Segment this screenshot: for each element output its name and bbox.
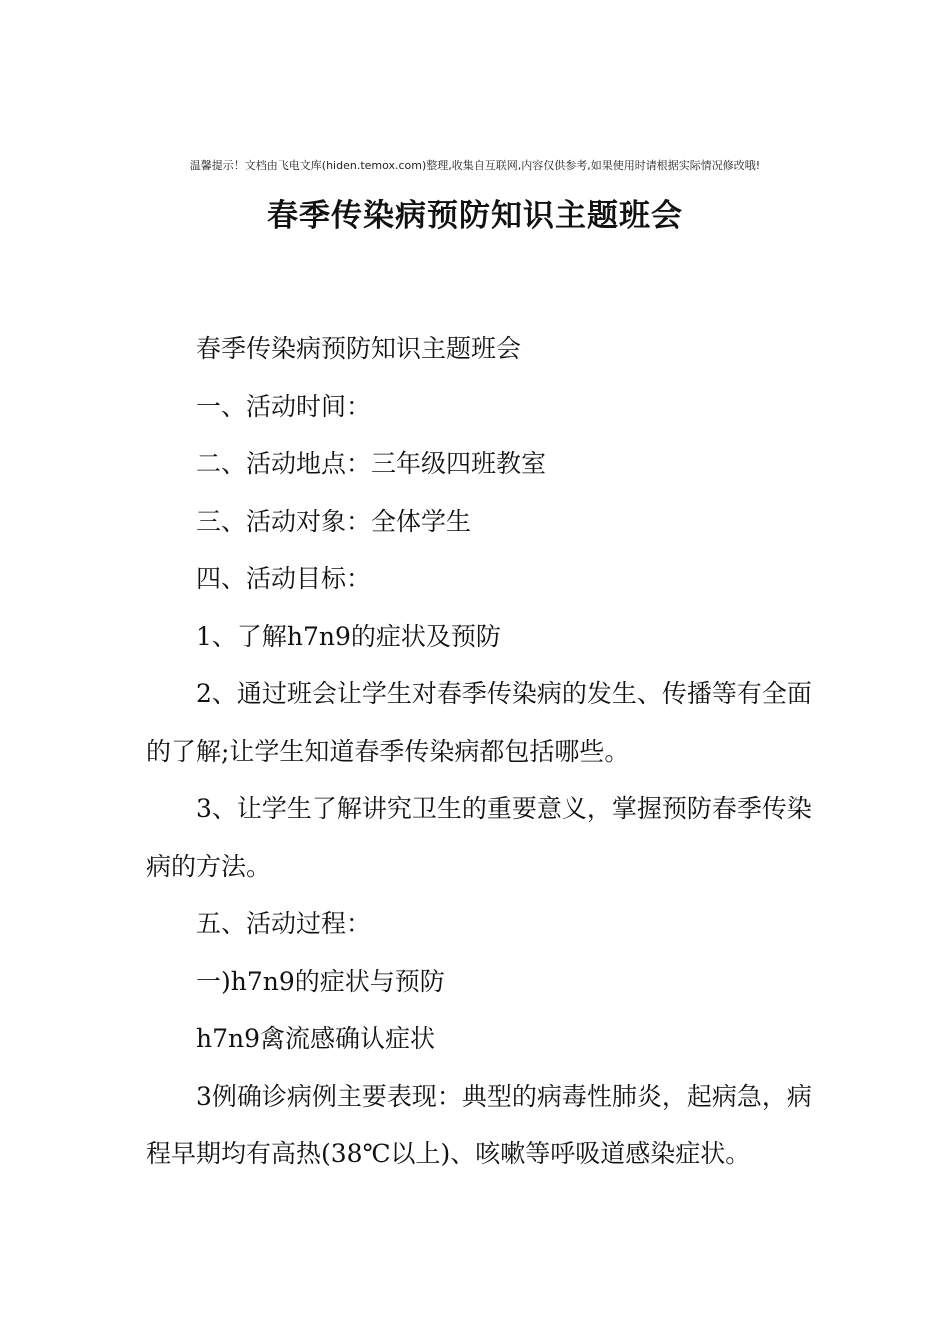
paragraph: 五、活动过程： (196, 909, 372, 938)
paragraph: 1、了解h7n9的症状及预防 (196, 621, 501, 651)
paragraph: 2、通过班会让学生对春季传染病的发生、传播等有全面的了解;让学生知道春季传染病都包括哪些。 (146, 679, 812, 766)
paragraph: 一)h7n9的症状与预防 (196, 966, 445, 996)
header-notice: 温馨提示！文档由飞电文库(hiden.temox.com)整理,收集自互联网,内容仅供参考,如果使用时请根据实际情况修改哦! (189, 159, 761, 172)
paragraph: 3、让学生了解讲究卫生的重要意义，掌握预防春季传染病的方法。 (146, 794, 812, 881)
paragraph: 一、活动时间： (196, 391, 372, 421)
paragraph: 四、活动目标： (196, 564, 372, 593)
paragraph: 3例确诊病例主要表现：典型的病毒性肺炎，起病急，病程早期均有高热(38℃以上)、咳嗽等呼吸道感染症状。 (146, 1081, 812, 1168)
document-body (146, 320, 812, 1183)
paragraph: 三、活动对象：全体学生 (196, 506, 472, 536)
paragraph: 春季传染病预防知识主题班会 (196, 334, 522, 363)
document-title: 春季传染病预防知识主题班会 (267, 198, 683, 234)
paragraph: 二、活动地点：三年级四班教室 (196, 449, 547, 478)
paragraph: h7n9禽流感确认症状 (196, 1024, 436, 1053)
